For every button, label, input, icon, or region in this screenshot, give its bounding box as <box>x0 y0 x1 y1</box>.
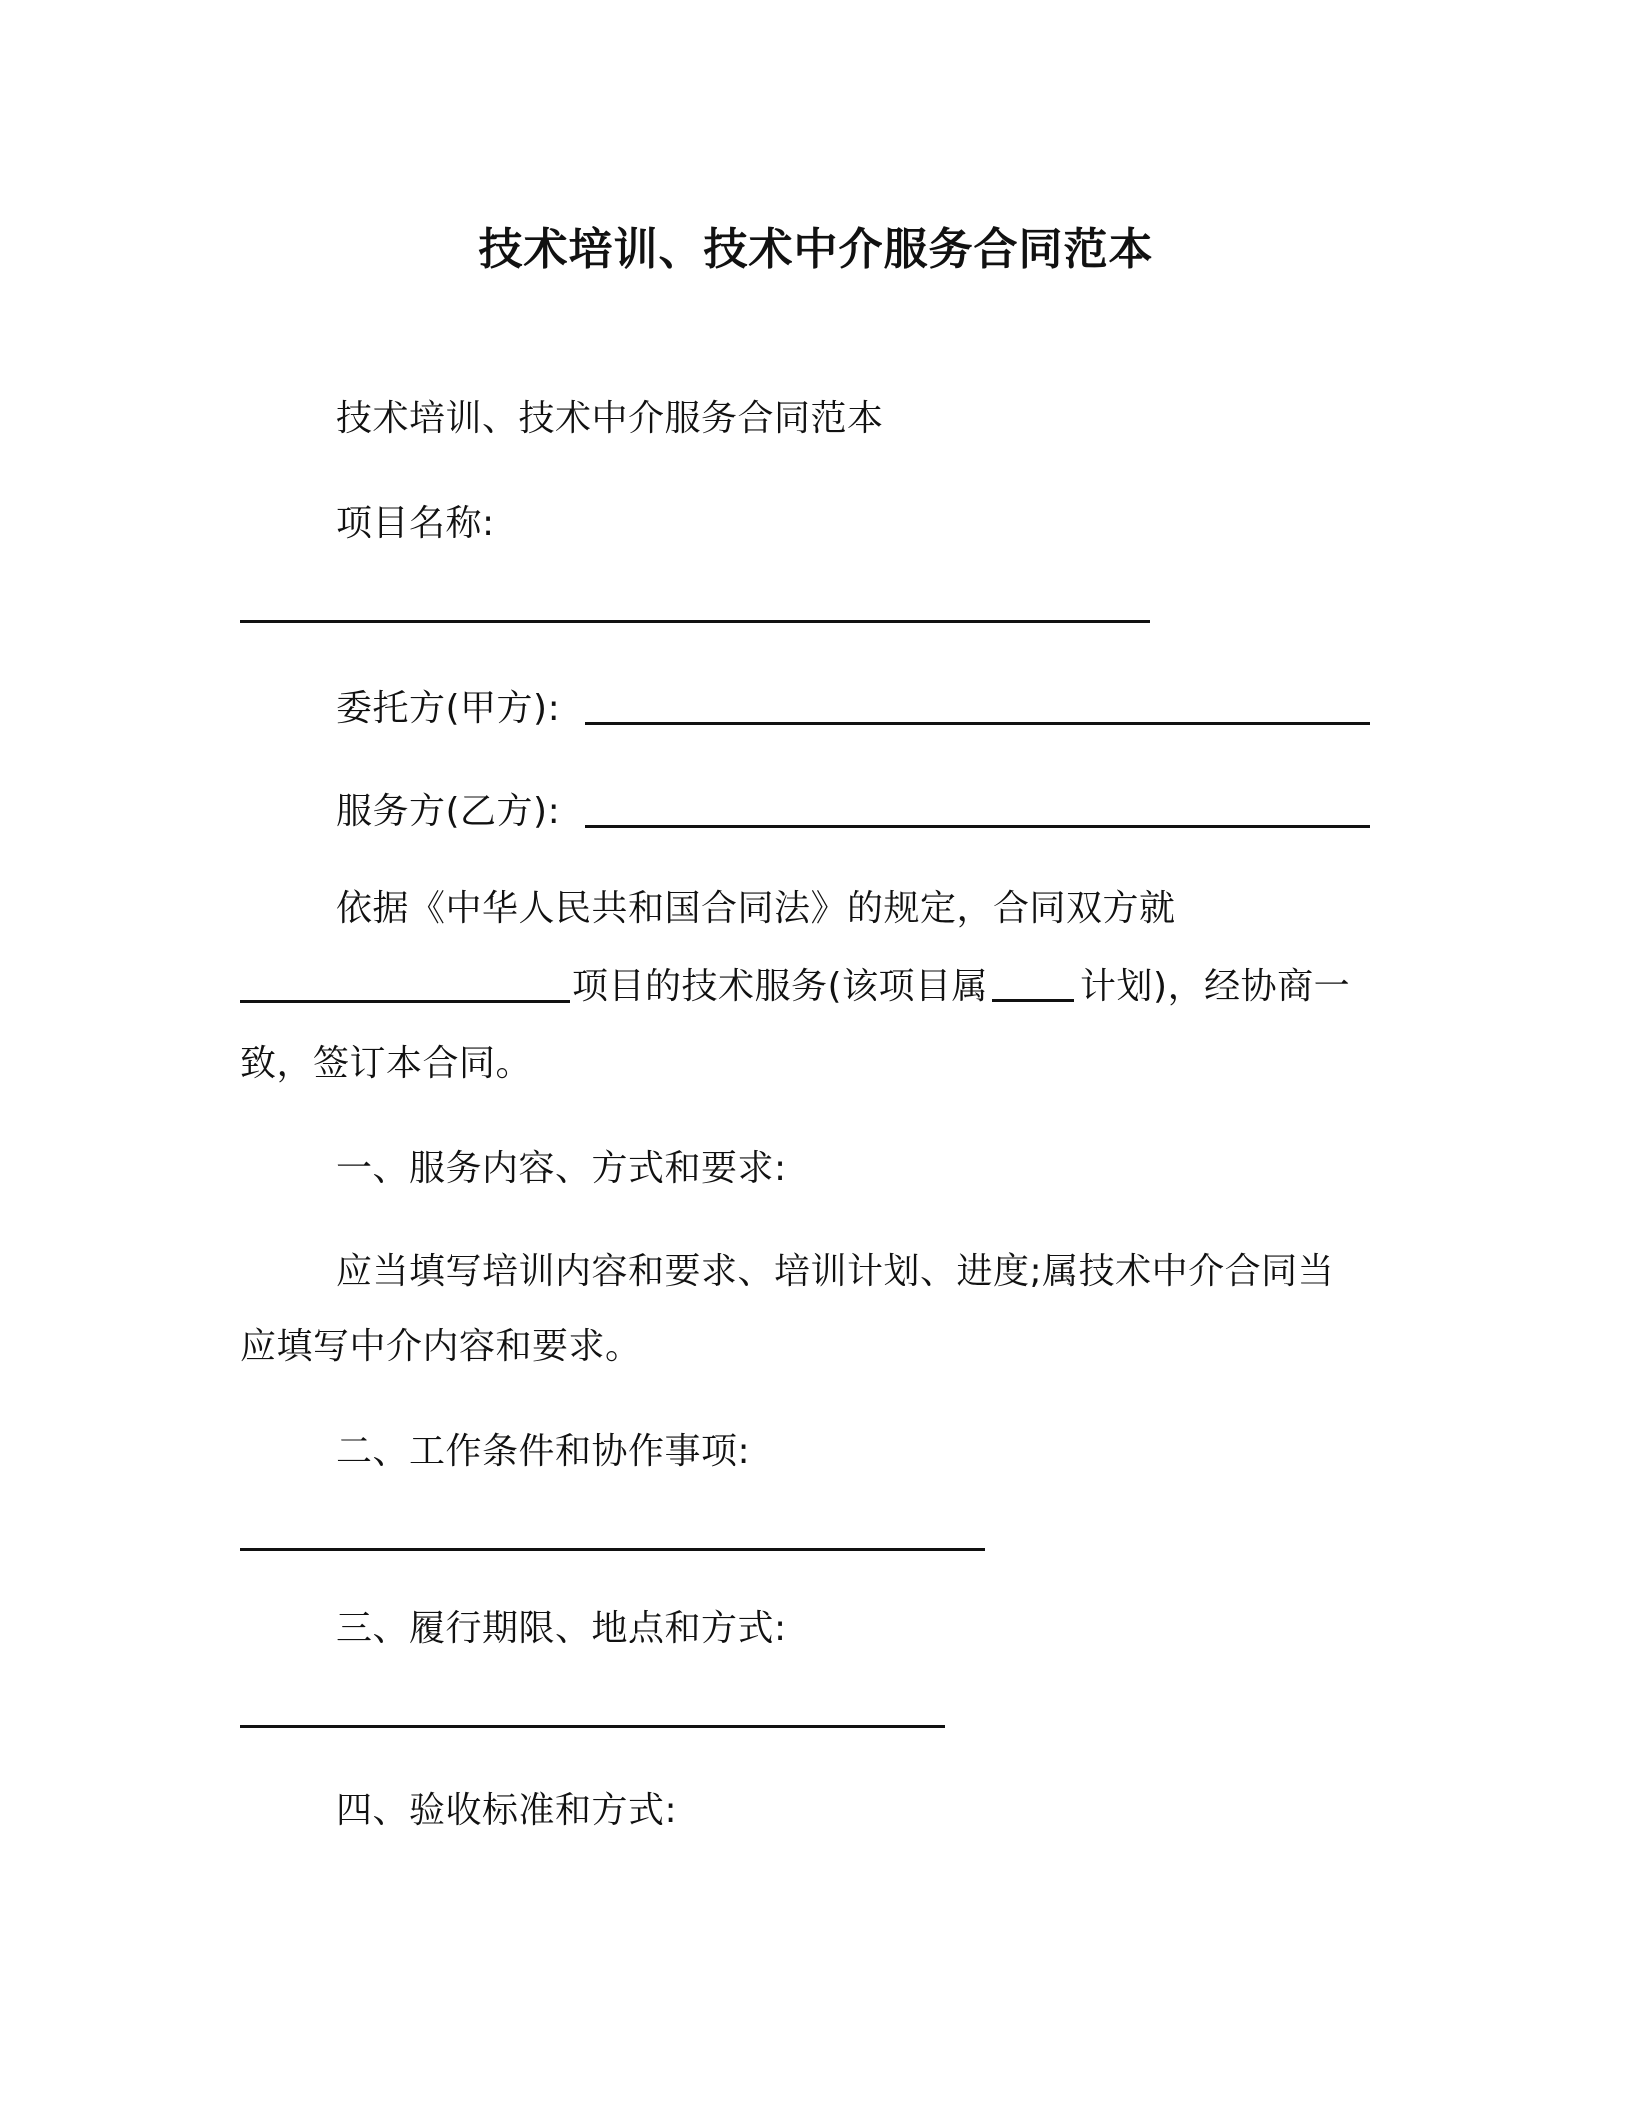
intro-line2-b: 计划)，经协商一 <box>1080 966 1351 1007</box>
client-row <box>336 685 560 733</box>
project-scope-blank <box>240 1000 570 1003</box>
provider-row <box>336 788 560 836</box>
client-blank <box>585 722 1370 725</box>
project-name-blank <box>240 620 1150 623</box>
section1-body-line1: 应当填写培训内容和要求、培训计划、进度;属技术中介合同当 <box>336 1251 1335 1292</box>
document-subtitle: 技术培训、技术中介服务合同范本 <box>336 398 884 439</box>
project-name-label: 项目名称: <box>336 503 495 544</box>
intro-line1: 依据《中华人民共和国合同法》的规定，合同双方就 <box>336 888 1176 929</box>
provider-label: 服务方(乙方): <box>336 791 561 832</box>
section3-blank <box>240 1725 945 1728</box>
intro-line3: 致，签订本合同。 <box>240 1043 533 1084</box>
provider-blank <box>585 825 1370 828</box>
section1-heading: 一、服务内容、方式和要求: <box>336 1148 787 1189</box>
section3-heading: 三、履行期限、地点和方式: <box>336 1608 787 1649</box>
plan-blank <box>992 999 1074 1002</box>
client-label: 委托方(甲方): <box>336 688 561 729</box>
section2-blank <box>240 1548 985 1551</box>
section2-heading: 二、工作条件和协作事项: <box>336 1431 751 1472</box>
section4-heading: 四、验收标准和方式: <box>336 1790 678 1831</box>
document-title: 技术培训、技术中介服务合同范本 <box>478 224 1154 275</box>
intro-line2-a: 项目的技术服务(该项目属 <box>572 966 989 1007</box>
intro-line2 <box>572 963 1350 1011</box>
section1-body-line2: 应填写中介内容和要求。 <box>240 1326 642 1367</box>
